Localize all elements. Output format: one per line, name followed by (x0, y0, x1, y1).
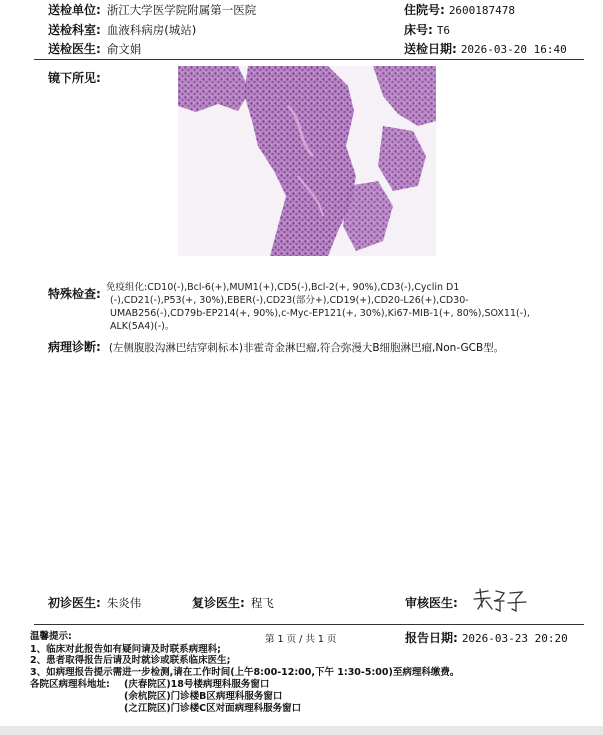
header-divider (34, 59, 584, 60)
address-item: (庆春院区)18号楼病理科服务窗口 (124, 679, 270, 690)
ihc-line: UMAB256(-),CD79b-EP214(+, 90%),c-Myc-EP121(+, 30%),Ki67-MIB-1(+, 80%),SOX11(-), (110, 308, 530, 319)
review-doctor-value: 程飞 (250, 596, 274, 610)
address-label: 各院区病理科地址: (30, 679, 110, 690)
page-bottom-band (0, 726, 603, 735)
hospital-label: 送检单位: (48, 3, 101, 17)
microscope-label: 镜下所见: (48, 71, 101, 85)
ihc-results (106, 281, 591, 333)
review-doctor-label: 复诊医生: (192, 596, 245, 610)
initial-doctor-field (48, 594, 141, 611)
bed-value: T6 (436, 24, 451, 37)
special-field (48, 285, 101, 302)
report-date-field (405, 629, 568, 646)
dept-value: 血液科病房(城站) (106, 23, 197, 37)
tissue-fragment-left (178, 66, 250, 112)
audit-doctor-field (405, 594, 458, 611)
dept-label: 送检科室: (48, 23, 101, 37)
special-label: 特殊检查: (48, 287, 101, 301)
hospital-value: 浙江大学医学院附属第一医院 (106, 3, 257, 17)
date-value: 2026-03-20 16:40 (460, 43, 567, 56)
page-info: 第 1 页 / 共 1 页 (265, 634, 337, 645)
reminder-title: 温馨提示: (30, 631, 72, 642)
handwritten-signature-graphic (470, 585, 538, 615)
ihc-line: ALK(5A4)(-)。 (110, 321, 175, 332)
doctor-value: 俞文娟 (106, 42, 142, 56)
note-item: 1、临床对此报告如有疑问请及时联系病理科; (30, 644, 221, 655)
diagnosis-label: 病理诊断: (48, 340, 101, 354)
diagnosis-text: (左侧腹股沟淋巴结穿刺标本)非霍奇金淋巴瘤,符合弥漫大B细胞淋巴瘤,Non-GCB型。 (108, 342, 505, 354)
ihc-line: (-),CD21(-),P53(+, 30%),EBER(-),CD23(部分+),CD19(+),CD20-L26(+),CD30- (110, 295, 469, 306)
note-item: 2、患者取得报告后请及时就诊或联系临床医生; (30, 655, 231, 666)
address-item: (余杭院区)门诊楼B区病理科服务窗口 (124, 691, 283, 702)
audit-signature (470, 585, 538, 615)
bed-label: 床号: (404, 23, 433, 37)
initial-doctor-value: 朱炎伟 (106, 596, 142, 610)
hospital-field (48, 1, 256, 18)
footer-divider (34, 624, 584, 625)
admission-value: 2600187478 (448, 4, 516, 17)
ihc-line: 免疫组化:CD10(-),Bcl-6(+),MUM1(+),CD5(-),Bcl-2(+, 90%),CD3(-),Cyclin D1 (106, 282, 460, 293)
date-field (404, 40, 567, 57)
date-label: 送检日期: (404, 42, 457, 56)
address-item: (之江院区)门诊楼C区对面病理科服务窗口 (124, 703, 302, 714)
doctor-field (48, 40, 141, 57)
tissue-section-graphic (178, 66, 436, 256)
diagnosis-field (48, 338, 504, 355)
microscope-field (48, 69, 101, 86)
microscopy-image (178, 66, 436, 256)
admission-label: 住院号: (404, 3, 445, 17)
note-item: 3、如病理报告提示需进一步检测,请在工作时间(上午8:00-12:00,下午 1:30-5:00)至病理科缴费。 (30, 667, 460, 678)
bed-field (404, 21, 450, 38)
admission-field (404, 1, 515, 18)
dept-field (48, 21, 196, 38)
report-date-label: 报告日期: (405, 631, 458, 645)
review-doctor-field (192, 594, 274, 611)
audit-doctor-label: 审核医生: (405, 596, 458, 610)
initial-doctor-label: 初诊医生: (48, 596, 101, 610)
doctor-label: 送检医生: (48, 42, 101, 56)
report-date-value: 2026-03-23 20:20 (461, 632, 568, 645)
